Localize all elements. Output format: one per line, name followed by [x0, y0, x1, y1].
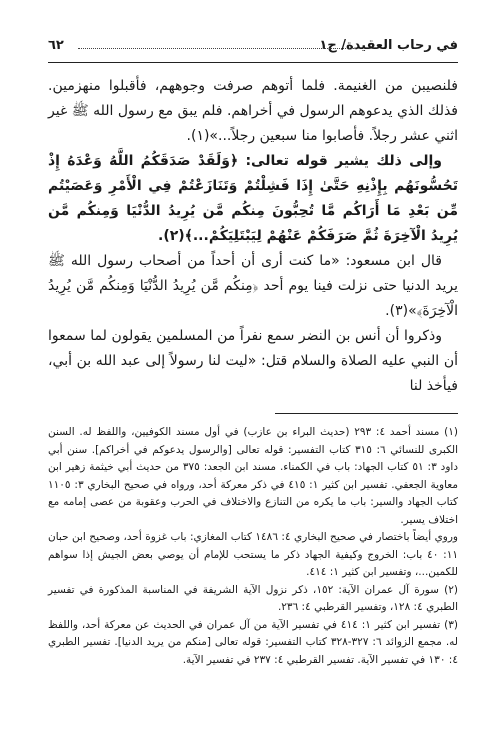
footnotes: [48, 424, 458, 669]
page-number: ٦٢: [48, 38, 64, 53]
header-dotted-leader: [78, 48, 358, 49]
paragraph: وذكروا أن أنس بن النضر سمع نفراً من المسلمين يقولون لما سمعوا أن النبي عليه الصلاة والسلام قتل: «ليت لنا رسولاً إلى عبد الله بن أبي، فيأخذ لنا: [48, 328, 458, 394]
paragraph-quran-verse: وإلى ذلك يشير قوله تعالى: ﴿وَلَقَدْ صَدَقَكُمُ اللَّهُ وَعْدَهُ إِذْ تَحُسُّونَهُم بِإِذْنِهِ حَتَّىٰ إِذَا فَشِلْتُمْ وَتَنَازَعْتُمْ فِي الْأَمْرِ وَعَصَيْتُم مِّن بَعْدِ مَا أَرَاكُم مَّا تُحِبُّونَ مِنكُم مَّن يُرِيدُ الدُّنْيَا وَمِنكُم مَّن يُرِيدُ الْآخِرَةَ ثُمَّ صَرَفَكُمْ عَنْهُمْ لِيَبْتَلِيَكُمْ...﴾(٢).: [48, 153, 458, 244]
footnote-separator: [275, 413, 458, 414]
footnote: وروي أيضاً باختصار في صحيح البخاري ٤: ١٤٨٦ كتاب المغازي: باب غزوة أحد، وصحيح ابن حبان ١١: ٤٠ باب: الخروج وكيفية الجهاد ذكر ما يستحب للإمام أن يوصي بعض الجيش إذا سواهم للكمين...، وتفسير ابن كثير ١: ٤١٤.: [48, 531, 458, 578]
footnote: (٢) سورة آل عمران الآية: ١٥٢، ذكر نزول الآية الشريفة في المناسبة المذكورة في تفسير الطبري ٤: ١٢٨، وتفسير القرطبي ٤: ٢٣٦.: [48, 583, 458, 613]
paragraph: قال ابن مسعود: «ما كنت أرى أن أحداً من أصحاب رسول الله ﷺ يريد الدنيا حتى نزلت فينا يوم أحد ﴿مِنكُم مَّن يُرِيدُ الدُّنْيَا وَمِنكُم مَّن يُرِيدُ الْآخِرَةَ﴾»(٣).: [48, 253, 458, 319]
footnote: (١) مسند أحمد ٤: ٢٩٣ (حديث البراء بن عازب) في أول مسند الكوفيين، واللفظ له. السنن الكبرى للنسائي ٦: ٣١٥ كتاب التفسير: قوله تعالى [والرسول يدعوكم في أخراكم]. سنن أبي داود ٣: ٥١ كتاب الجهاد: باب في الكمناء. مسند ابن الجعد: ٣٧٥ من حديث أبي خيثمة زهير ابن معاوية الجعفي. تفسير ابن كثير ١: ٤١٥ في ذكر معركة أحد، ورواه في صحيح البخاري ٣: ١١٠٥ كتاب الجهاد والسير: باب ما يكره من التنازع والاختلاف في الحرب وعقوبة من عصى إمامه مع اختلاف يسير.: [48, 426, 459, 526]
paragraph: فلنصيبن من الغنيمة. فلما أتوهم صرفت وجوههم، فأقبلوا منهزمين. فذلك الذي يدعوهم الرسول في أخراهم. فلم يبق مع رسول الله ﷺ غير اثني عشر رجلاً. فأصابوا منا سبعين رجلاً...»(١).: [48, 78, 458, 144]
running-header: [48, 36, 458, 58]
header-rule: [48, 62, 458, 63]
footnote: (٣) تفسير ابن كثير ١: ٤١٤ في تفسير الآية من آل عمران في الحديث عن معركة أحد، واللفظ له. مجمع الزوائد ٦: ٣٢٧-٣٢٨ كتاب التفسير: قوله تعالى [منكم من يريد الدنيا]. تفسير الطبري ٤: ١٣٠ في تفسير الآية. تفسير القرطبي ٤: ٢٣٧ في تفسير الآية.: [48, 618, 458, 666]
main-text: [48, 74, 458, 399]
running-title: في رحاب العقيدة/ ج١: [319, 38, 458, 53]
